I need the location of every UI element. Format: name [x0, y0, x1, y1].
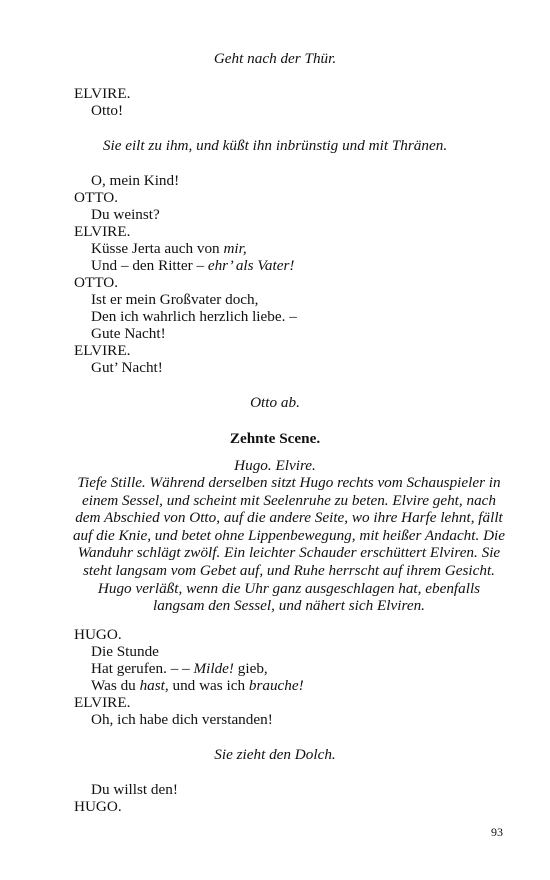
verse-line: Gute Nacht! [91, 325, 166, 342]
verse-text: gieb, [233, 660, 268, 677]
verse-emphasis: Milde! [193, 660, 234, 677]
verse-emphasis: hast, [139, 677, 169, 694]
speaker-label: HUGO. [74, 626, 122, 643]
verse-line: O, mein Kind! [91, 172, 180, 189]
verse-line [91, 240, 247, 258]
scene-direction: Tiefe Stille. Während derselben sitzt Hugo rechts vom Schauspieler in einem Sessel, und scheint mit Seelenruhe zu beten. Elvire geht, nach dem Abschied von Otto, auf die andere Seite, wo ihre Harfe lehnt, fällt auf die Knie, und betet ohne Lippenbewegung, mit heißer Andacht. Die Wanduhr schlägt zwölf. Ein leichter Schauder erschüttert Elviren. Sie steht langsam vom Gebet auf, und Ruhe herrscht auf ihrem Gesicht. Hugo verläßt, wenn die Uhr ganz ausgeschlagen hat, ebenfalls langsam den Sessel, und nähert sich Elviren. [72, 474, 506, 615]
verse-line: Ist er mein Großvater doch, [91, 291, 259, 308]
stage-direction: Sie eilt zu ihm, und küßt ihn inbrünstig und mit Thränen. [102, 137, 448, 154]
speaker-label: ELVIRE. [74, 85, 131, 102]
verse-line: Die Stunde [91, 643, 159, 660]
character-list: Hugo. Elvire. [234, 457, 316, 474]
verse-line: Gut’ Nacht! [91, 359, 163, 376]
verse-text: Küsse Jerta auch von [91, 240, 224, 257]
speaker-label: OTTO. [74, 189, 119, 206]
verse-line: Du weinst? [91, 206, 160, 223]
verse-line: Otto! [91, 102, 124, 119]
speaker-label: ELVIRE. [74, 342, 131, 359]
verse-line: Oh, ich habe dich verstanden! [91, 711, 273, 728]
stage-direction: Geht nach der Thür. [213, 50, 337, 67]
stage-direction: Sie zieht den Dolch. [214, 746, 336, 763]
verse-line [91, 660, 268, 678]
verse-line [91, 677, 304, 695]
verse-text: und was ich [168, 677, 249, 694]
scene-heading: Zehnte Scene. [229, 430, 321, 447]
verse-emphasis: ehr’ als Vater! [207, 257, 295, 274]
speaker-label: ELVIRE. [74, 223, 131, 240]
verse-line: Den ich wahrlich herzlich liebe. – [91, 308, 297, 325]
speaker-label: OTTO. [74, 274, 119, 291]
verse-line [91, 257, 294, 275]
verse-emphasis: brauche! [248, 677, 304, 694]
verse-line: Du willst den! [91, 781, 178, 798]
verse-text: Hat gerufen. – – [91, 660, 194, 677]
speaker-label: HUGO. [74, 798, 122, 815]
verse-text: Was du [91, 677, 140, 694]
stage-direction: Otto ab. [250, 394, 300, 411]
verse-text: Und – den Ritter – [91, 257, 208, 274]
page-number: 93 [491, 825, 503, 839]
verse-emphasis: mir, [223, 240, 247, 257]
speaker-label: ELVIRE. [74, 694, 131, 711]
